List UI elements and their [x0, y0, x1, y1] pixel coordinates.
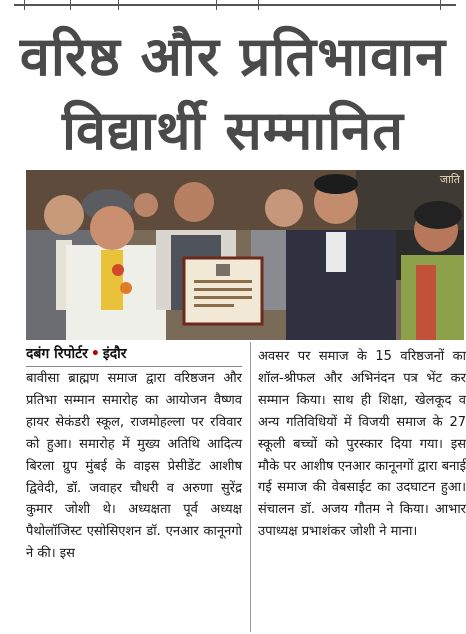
byline-city: इंदौर: [102, 346, 127, 362]
article-column-left: बावीसा ब्राह्मण समाज द्वारा वरिष्ठजन और प्रतिभा सम्मान समारोह का आयोजन वैष्णव हायर सेकंडरी स्कूल, राजमोहल्ला पर रविवार को हुआ। समारोह में मुख्य अतिथि आदित्य बिरला ग्रुप मुंबई के वाइस प्रेसीडेंट आशीष द्विवेदी, डॉ. जवाहर चौधरी व अरुणा सुरेंद्र कुमार जोशी थे। अध्यक्षता पूर्व अध्यक्ष पैथोलॉजिस्ट एसोसिएशन डॉ. एनआर कानूनगो ने की। इस: [26, 371, 242, 562]
rule-tick: [216, 0, 217, 10]
byline-separator-icon: •: [90, 346, 100, 362]
headline-line-1: वरिष्ठ और प्रतिभावान: [19, 25, 447, 88]
article-column-right: अवसर पर समाज के 15 वरिष्ठजनों का शॉल-श्रीफल और अभिनंदन पत्र भेंट कर सम्मान किया। साथ ही शिक्षा, खेलकूद व अन्य गतिविधियों में विजयी समाज के 27 स्कूली बच्चों को पुरस्कार दिया गया। इस मौके पर आशीष एनआर कानूनगों द्वारा बनाई गई समाज की वेबसाईट का उदघाटन हुआ। संचालन डॉ. अजय गौतम ने किया। आभार उपाध्यक्ष प्रभाशंकर जोशी ने माना।: [258, 349, 466, 540]
photo-corner-text: जाति: [439, 173, 460, 186]
top-rule: [0, 0, 466, 14]
column-divider: [250, 342, 251, 632]
headline-line-2: विद्यार्थी सम्मानित: [62, 99, 404, 162]
rule-tick: [440, 0, 441, 10]
rule-tick: [70, 0, 71, 10]
event-photo: [26, 170, 464, 340]
photo-illustration: [26, 170, 464, 340]
rule-tick: [24, 0, 25, 10]
rule-tick: [118, 0, 119, 10]
top-divider: [14, 4, 456, 6]
byline: [26, 342, 242, 367]
byline-reporter: दबंग रिपोर्टर: [26, 346, 88, 362]
rule-tick: [258, 0, 259, 10]
